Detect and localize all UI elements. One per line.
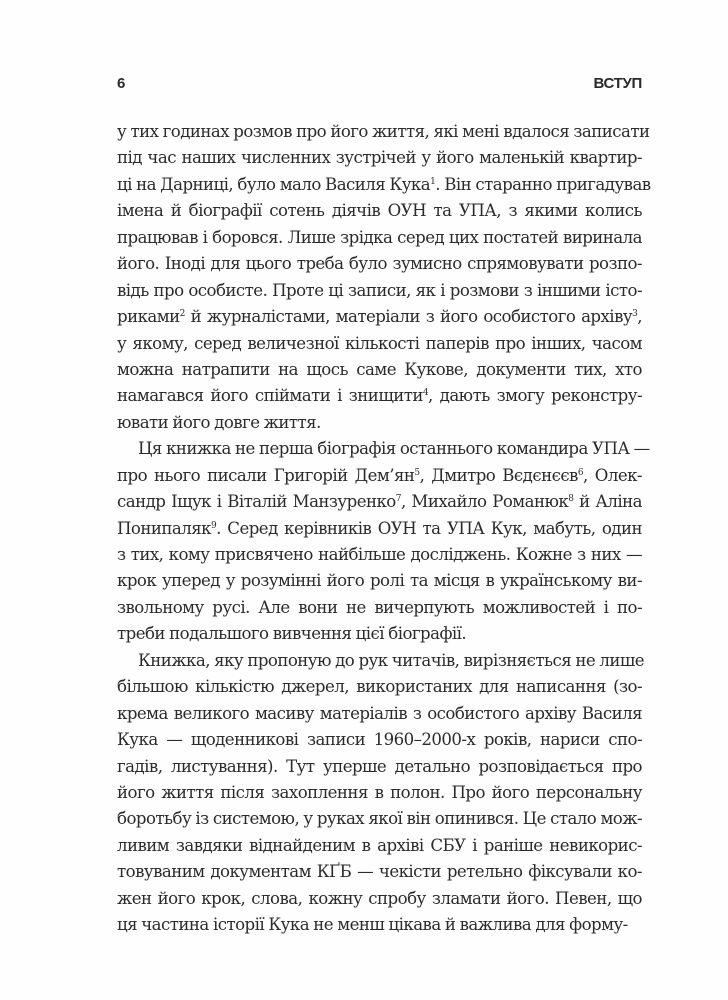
text-line: [117, 912, 642, 938]
footnote-marker: 4: [422, 388, 429, 399]
page-number: 6: [117, 75, 126, 92]
text-line: [117, 410, 642, 436]
text-line: [117, 621, 642, 647]
text-line: [117, 304, 642, 330]
text-line: [117, 648, 645, 674]
text-run: у якому, серед величезної кількості паперів про інших, часом: [117, 333, 642, 353]
text-line: [117, 859, 642, 885]
text-run: Понипаляк: [117, 518, 211, 538]
text-run: ця частина історії Кука не менш цікава й важлива для форму-: [117, 915, 628, 935]
text-run: ,: [637, 307, 642, 327]
text-line: [117, 251, 642, 277]
text-line: [117, 833, 642, 859]
text-run: імена й біографії сотень діячів ОУН та УПА, з якими колись: [117, 201, 642, 221]
footnote-marker: 3: [632, 309, 638, 320]
text-run: відь про особисте. Проте ці записи, як і розмови з іншими істо-: [117, 280, 642, 300]
text-run: товуваним документам КҐБ — чекісти ретельно фіксували ко-: [117, 862, 642, 882]
text-run: можна натрапити на щось саме Кукове, документи тих, хто: [117, 359, 642, 379]
text-line: [117, 568, 642, 594]
text-line: [117, 542, 642, 568]
paragraph: [117, 436, 650, 648]
text-line: [117, 754, 642, 780]
text-line: [117, 357, 642, 383]
text-run: сандр Іщук і Віталій Манзуренко: [117, 492, 396, 512]
text-line: [117, 463, 642, 489]
text-line: [117, 595, 642, 621]
footnote-marker: 1: [430, 176, 436, 187]
text-run: , Дмитро Вєдєнєєв: [419, 465, 578, 485]
text-line: [117, 436, 650, 462]
text-run: Кука — щоденникові записи 1960–2000-х років, нариси спо-: [117, 730, 642, 750]
text-run: треби подальшого вивчення цієї біографії.: [117, 624, 467, 644]
text-run: , дають змогу реконстру-: [428, 386, 642, 406]
text-line: [117, 225, 642, 251]
text-line: [117, 516, 642, 542]
text-line: [117, 674, 642, 700]
text-line: [117, 119, 650, 145]
paragraph: [117, 119, 651, 436]
text-run: його. Іноді для цього треба було зумисно спрямовувати розпо-: [117, 254, 642, 274]
text-line: [117, 886, 642, 912]
text-run: під час наших численних зустрічей у його маленькій квартир-: [117, 148, 642, 168]
body-text: [117, 119, 651, 939]
text-line: [117, 780, 642, 806]
text-line: [117, 701, 642, 727]
text-run: ці на Дарниці, було мало Василя Кука: [117, 174, 431, 194]
text-run: крок уперед у розумінні його ролі та місця в українському ви-: [117, 571, 642, 591]
text-line: [117, 727, 642, 753]
text-run: ливим завдяки віднайденим в архіві СБУ і раніше невикорис-: [117, 835, 642, 855]
text-run: з тих, кому присвячено найбільше досліджень. Кожне з них —: [117, 545, 642, 564]
footnote-marker: 8: [568, 494, 574, 505]
footnote-marker: 6: [577, 467, 584, 478]
text-run: . Серед керівників ОУН та УПА Кук, мабуть, один: [216, 518, 642, 538]
footnote-marker: 5: [414, 467, 420, 478]
text-run: гадів, листування). Тут уперше детально розповідається про: [117, 756, 642, 776]
text-run: й Аліна: [573, 492, 642, 512]
text-run: працював і боровся. Лише зрідка серед цих постатей виринала: [117, 227, 642, 247]
text-run: у тих годинах розмов про його життя, які мені вдалося записати: [117, 122, 650, 141]
text-run: Книжка, яку пропоную до рук читачів, вирізняється не лише: [138, 650, 645, 670]
text-run: Ця книжка не перша біографія останнього командира УПА —: [138, 439, 650, 459]
section-title: ВСТУП: [593, 75, 642, 92]
text-run: крема великого масиву матеріалів з особистого архіву Василя: [117, 703, 642, 723]
text-line: [117, 278, 642, 304]
text-line: [117, 489, 642, 515]
footnote-marker: 7: [395, 494, 401, 505]
text-run: , Михайло Романюк: [400, 492, 569, 512]
text-line: [117, 172, 651, 198]
text-run: . Він старанно пригадував: [435, 174, 651, 194]
footnote-marker: 2: [179, 309, 185, 320]
text-run: ювати його довге життя.: [117, 412, 321, 432]
text-run: жен його крок, слова, кожну спробу зламати його. Певен, що: [117, 888, 642, 908]
text-run: риками: [117, 307, 180, 327]
text-line: [117, 806, 642, 832]
text-run: намагався його спіймати і знищити: [117, 386, 423, 406]
text-line: [117, 198, 642, 224]
footnote-marker: 9: [210, 520, 217, 531]
text-run: , Олек-: [583, 465, 642, 485]
paragraph: [117, 648, 645, 939]
text-run: звольному русі. Але вони не вичерпують можливостей і по-: [117, 597, 642, 617]
text-run: й журналістами, матеріали з його особистого архіву: [184, 307, 633, 327]
text-run: боротьбу із системою, у руках якої він опинився. Це стало мож-: [117, 809, 643, 829]
text-run: його життя після захоплення в полон. Про його персональну: [117, 782, 642, 802]
text-run: про нього писали Григорій Дем’ян: [117, 465, 415, 485]
text-line: [117, 331, 642, 357]
running-head: [117, 75, 642, 99]
text-run: більшою кількістю джерел, використаних для написання (зо-: [117, 677, 642, 697]
text-line: [117, 145, 642, 171]
text-line: [117, 383, 642, 409]
